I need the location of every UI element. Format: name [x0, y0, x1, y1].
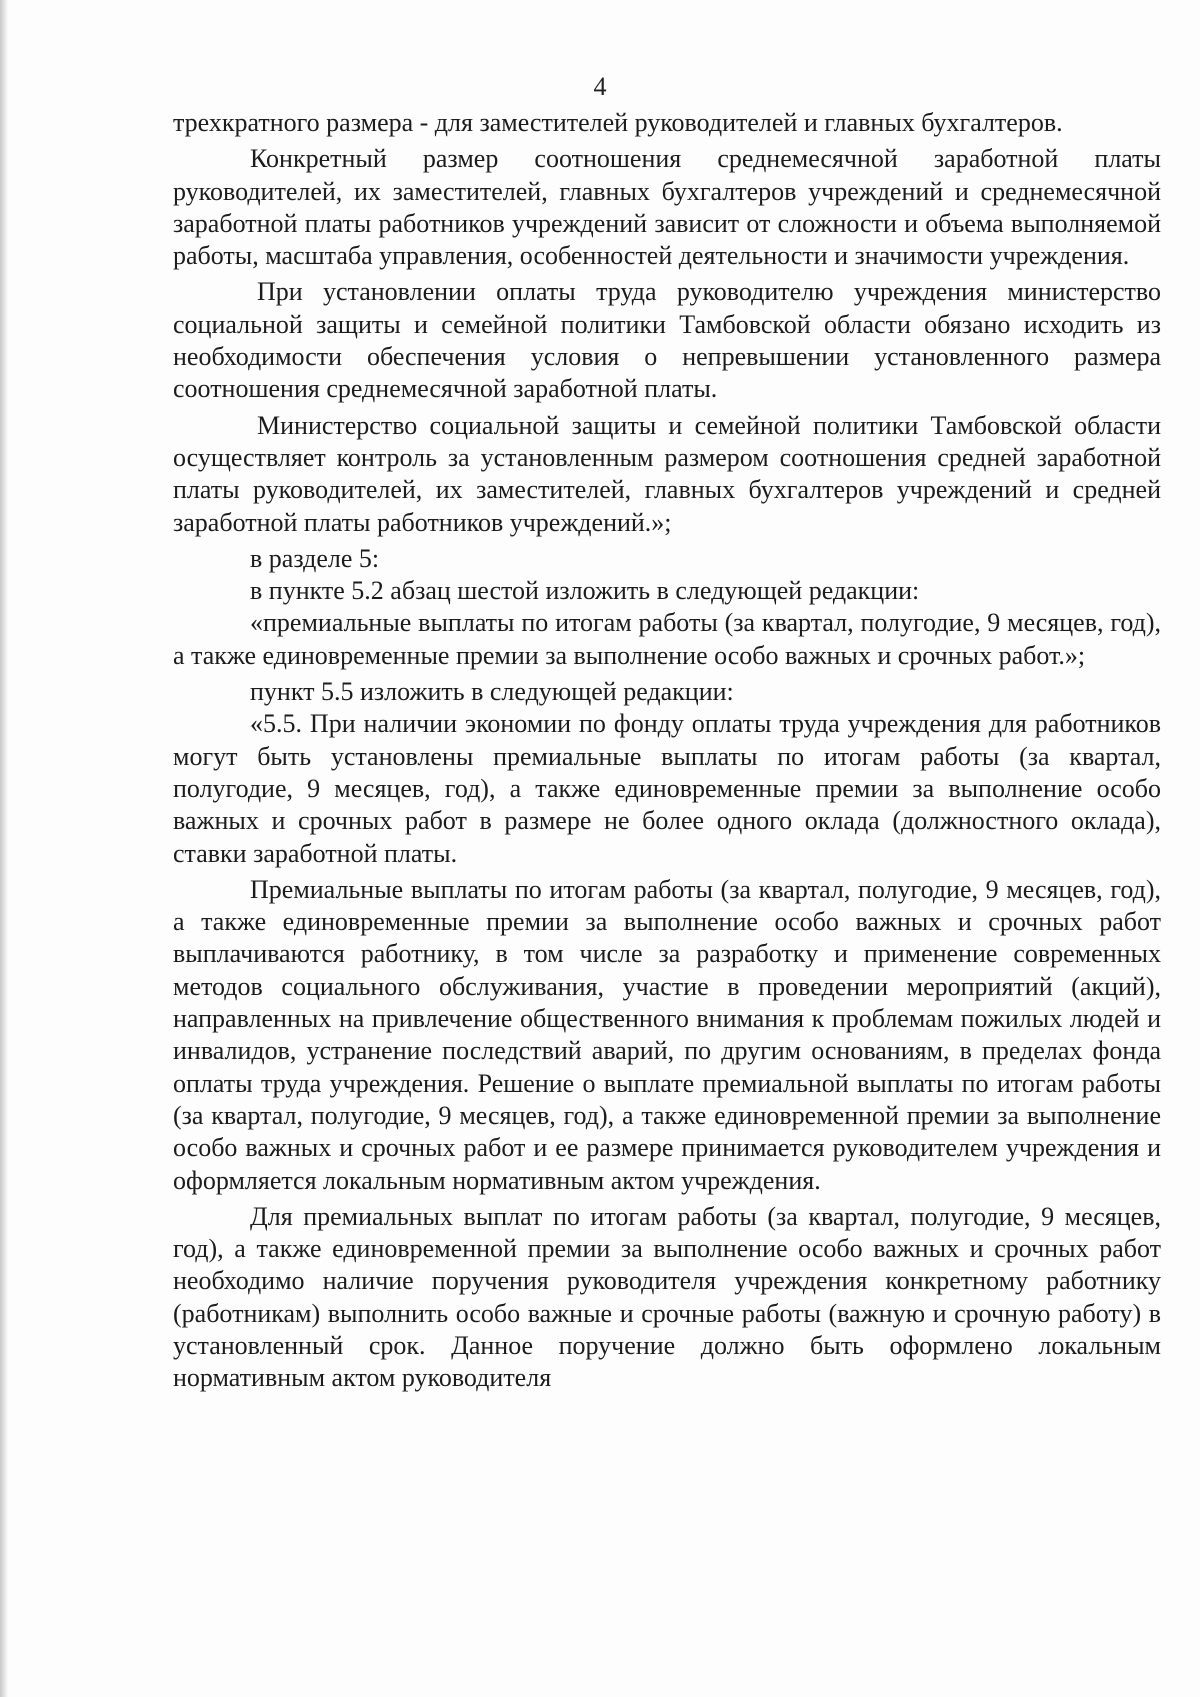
- paragraph-ratio-size: Конкретный размер соотношения среднемесячной заработной платы руководителей, их заместителей, главных бухгалтеров учреждений и среднемесячной заработной платы работников учреждений зависит от сложности и объема выполняемой работы, масштаба управления, особенностей деятельности и значимости учреждения.: [173, 144, 1161, 271]
- document-body: [173, 107, 1161, 1399]
- scan-edge-shadow: [0, 0, 8, 1697]
- paragraph-continuation: трехкратного размера - для заместителей руководителей и главных бухгалтеров.: [173, 108, 1063, 137]
- paragraph-section-5: в разделе 5:: [250, 543, 380, 573]
- paragraph-bonus-payments: Премиальные выплаты по итогам работы (за квартал, полугодие, 9 месяцев, год), а также единовременные премии за выполнение особо важных и срочных работ выплачиваются работнику, в том числе за разработку и применение современных методов социального обслуживания, участие в проведении мероприятий (акций), направленных на привлечение общественного внимания к проблемам пожилых людей и инвалидов, устранение последствий аварий, по другим основаниям, в пределах фонда оплаты труда учреждения. Решение о выплате премиальной выплаты по итогам работы (за квартал, полугодие, 9 месяцев, год), а также единовременной премии за выполнение особо важных и срочных работ и ее размере принимается руководителем учреждения и оформляется локальным нормативным актом учреждения.: [173, 874, 1161, 1195]
- page-number: 4: [593, 72, 607, 101]
- paragraph-bonus-order: Для премиальных выплат по итогам работы (за квартал, полугодие, 9 месяцев, год), а также единовременной премии за выполнение особо важных и срочных работ необходимо наличие поручения руководителя учреждения конкретному работнику (работникам) выполнить особо важные и срочные работы (важную и срочную работу) в установленный срок. Данное поручение должно быть оформлено локальным нормативным актом руководителя: [173, 1201, 1161, 1393]
- paragraph-bonus-quote: «премиальные выплаты по итогам работы (за квартал, полугодие, 9 месяцев, год), а также единовременные премии за выполнение особо важных и срочных работ.»;: [173, 608, 1161, 670]
- paragraph-clause-5-5-intro: пункт 5.5 изложить в следующей редакции:: [250, 677, 734, 707]
- paragraph-ministry-obligation: При установлении оплаты труда руководителю учреждения министерство социальной защиты и семейной политики Тамбовской области обязано исходить из необходимости обеспечения условия о непревышении установленного размера соотношения среднемесячной заработной платы.: [173, 277, 1161, 404]
- paragraph-ministry-control: Министерство социальной защиты и семейной политики Тамбовской области осуществляет контроль за установленным размером соотношения средней заработной платы руководителей, их заместителей, главных бухгалтеров учреждений и средней заработной платы работников учреждений.»;: [173, 410, 1161, 537]
- paragraph-clause-5-2: в пункте 5.2 абзац шестой изложить в следующей редакции:: [250, 576, 920, 606]
- paragraph-clause-5-5: «5.5. При наличии экономии по фонду оплаты труда учреждения для работников могут быть установлены премиальные выплаты по итогам работы (за квартал, полугодие, 9 месяцев, год), а также единовременные премии за выполнение особо важных и срочных работ в размере не более одного оклада (должностного оклада), ставки заработной платы.: [173, 709, 1161, 868]
